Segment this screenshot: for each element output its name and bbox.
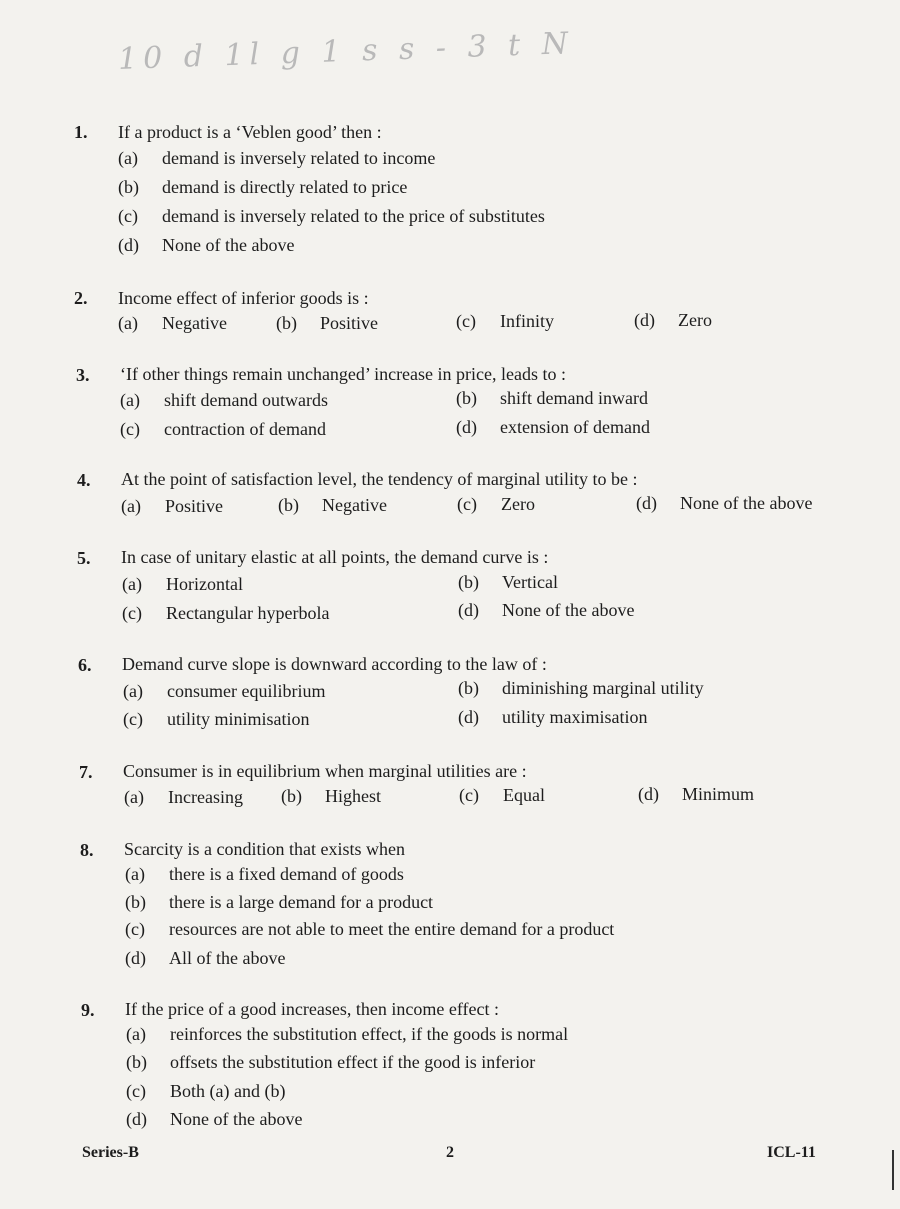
page-number: 2 bbox=[446, 1144, 454, 1161]
option-c: (c) Equal bbox=[459, 785, 545, 805]
handwritten-note: 10 d 1l g 1 s s - 3 t N bbox=[117, 26, 575, 77]
question-text: ‘If other things remain unchanged’ increase in price, leads to : bbox=[120, 364, 566, 384]
question-text: Consumer is in equilibrium when marginal utilities are : bbox=[123, 761, 527, 781]
option-d: (d) Minimum bbox=[638, 784, 755, 804]
question-number: 9. bbox=[81, 1000, 95, 1020]
option-a: (a) reinforces the substitution effect, if the goods is normal bbox=[126, 1024, 569, 1044]
option-a: (a) Horizontal bbox=[122, 574, 243, 594]
option-b: (b) offsets the substitution effect if the good is inferior bbox=[126, 1052, 536, 1072]
question-number: 2. bbox=[74, 288, 88, 308]
series-label: Series-B bbox=[82, 1144, 139, 1161]
scan-edge-mark bbox=[892, 1150, 894, 1190]
option-b: (b) diminishing marginal utility bbox=[458, 678, 704, 698]
option-b: (b) Vertical bbox=[458, 572, 558, 592]
question-text: If a product is a ‘Veblen good’ then : bbox=[118, 122, 382, 142]
option-a: (a) consumer equilibrium bbox=[123, 681, 326, 701]
question-number: 1. bbox=[74, 122, 88, 142]
option-c: (c) demand is inversely related to the price of substitutes bbox=[118, 206, 545, 226]
option-b: (b) shift demand inward bbox=[456, 388, 648, 408]
option-d: (d) None of the above bbox=[458, 600, 635, 620]
question-number: 3. bbox=[76, 365, 90, 385]
question-text: In case of unitary elastic at all points, the demand curve is : bbox=[121, 547, 549, 567]
question-text: Income effect of inferior goods is : bbox=[118, 288, 369, 308]
option-c: (c) Zero bbox=[457, 494, 535, 514]
option-d: (d) Zero bbox=[634, 310, 712, 330]
option-c: (c) utility minimisation bbox=[123, 709, 310, 729]
option-c: (c) Infinity bbox=[456, 311, 554, 331]
question-number: 5. bbox=[77, 548, 91, 568]
question-number: 7. bbox=[79, 762, 93, 782]
option-d: (d) utility maximisation bbox=[458, 707, 648, 727]
question-text: Demand curve slope is downward according to the law of : bbox=[122, 654, 547, 674]
question-number: 6. bbox=[78, 655, 92, 675]
option-b: (b) Negative bbox=[278, 495, 387, 515]
option-a: (a) demand is inversely related to income bbox=[118, 148, 436, 168]
option-a: (a) there is a fixed demand of goods bbox=[125, 864, 404, 884]
option-d: (d) None of the above bbox=[636, 493, 813, 513]
option-d: (d) All of the above bbox=[125, 948, 286, 968]
option-d: (d) None of the above bbox=[118, 235, 295, 255]
option-c: (c) resources are not able to meet the entire demand for a product bbox=[125, 919, 615, 939]
question-text: Scarcity is a condition that exists when bbox=[124, 839, 405, 859]
question-text: If the price of a good increases, then income effect : bbox=[125, 999, 500, 1019]
option-d: (d) None of the above bbox=[126, 1109, 303, 1129]
option-a: (a) Positive bbox=[121, 496, 224, 516]
option-b: (b) Highest bbox=[281, 786, 381, 806]
option-b: (b) Positive bbox=[276, 313, 379, 333]
option-a: (a) Negative bbox=[118, 313, 227, 333]
question-number: 4. bbox=[77, 470, 91, 490]
option-c: (c) Both (a) and (b) bbox=[126, 1081, 286, 1101]
paper-code: ICL-11 bbox=[767, 1144, 816, 1161]
option-b: (b) there is a large demand for a product bbox=[125, 892, 434, 912]
option-d: (d) extension of demand bbox=[456, 417, 650, 437]
question-number: 8. bbox=[80, 840, 94, 860]
option-c: (c) contraction of demand bbox=[120, 419, 326, 439]
option-c: (c) Rectangular hyperbola bbox=[122, 603, 330, 623]
option-a: (a) shift demand outwards bbox=[120, 390, 328, 410]
option-a: (a) Increasing bbox=[124, 787, 243, 807]
question-text: At the point of satisfaction level, the tendency of marginal utility to be : bbox=[121, 469, 638, 489]
option-b: (b) demand is directly related to price bbox=[118, 177, 408, 197]
